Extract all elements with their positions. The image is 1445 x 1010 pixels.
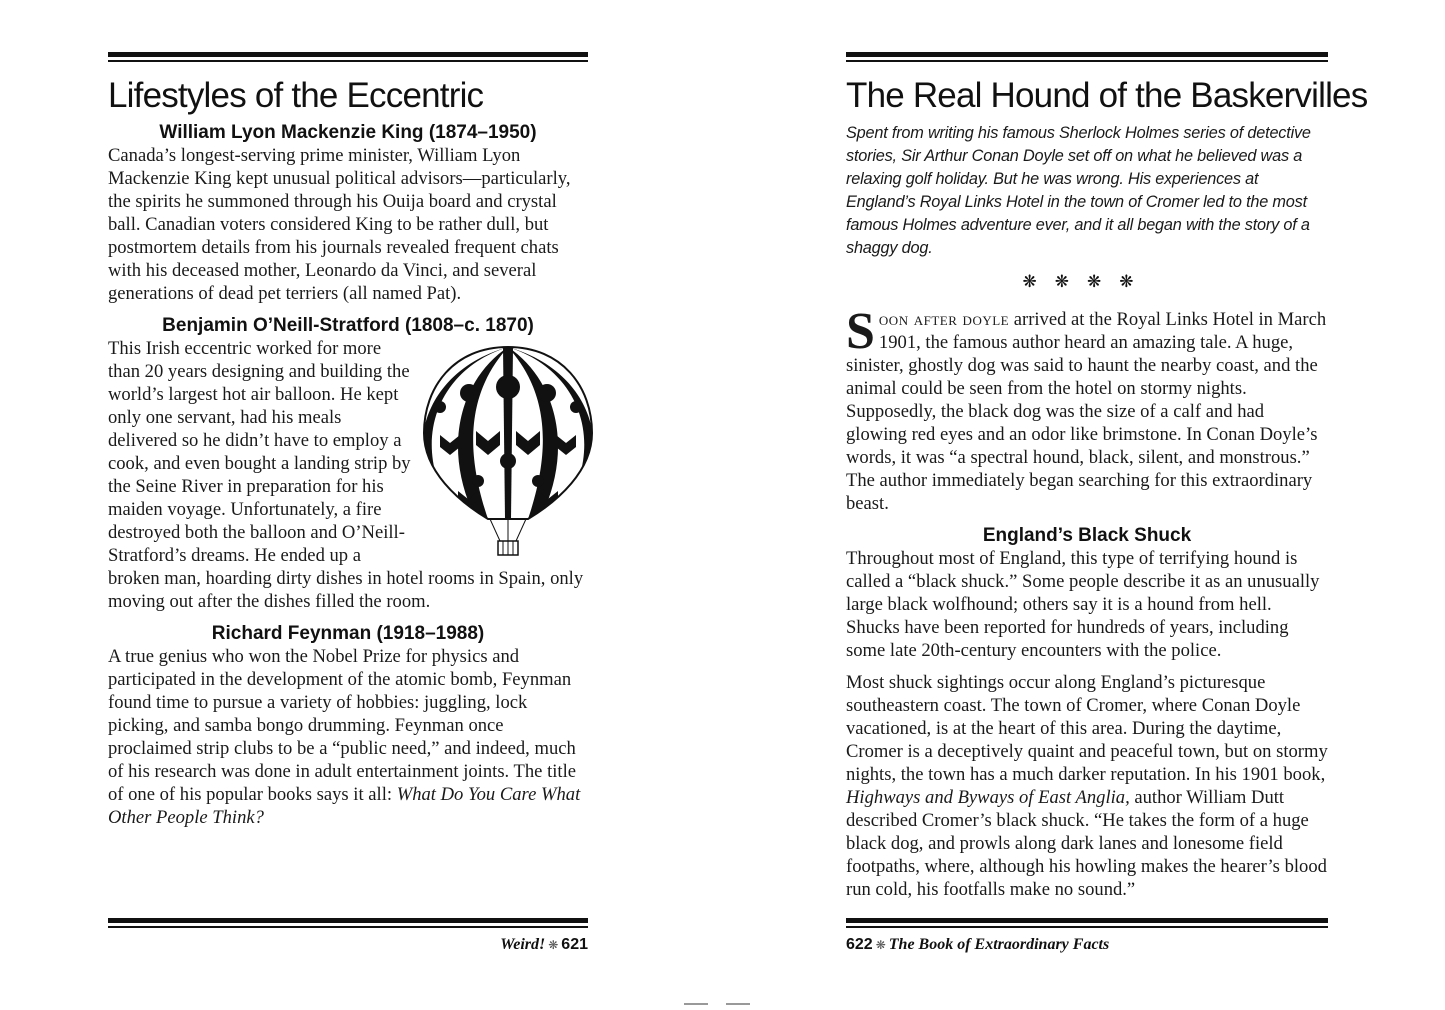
hot-air-balloon-icon	[418, 341, 598, 563]
top-rule	[108, 52, 588, 62]
paragraph-text: Most shuck sightings occur along England’s picturesque southeastern coast. The town of Cromer, where Conan Doyle vacationed, is at the heart of this area. During the daytime, Cromer is a deceptively quaint and peaceful town, but on stormy nights, the town has a much darker reputation. In his 1901 book,	[846, 672, 1328, 785]
opening-paragraph	[846, 303, 1328, 515]
section-text: This Irish eccentric worked for more than 20 years designing and building the world’s largest hot air balloon. He kept only one servant, had his meals delivered so he didn’t have to employ a cook, and even bought a landing strip by the Seine River in preparation for his maiden voyage. Unfortunately, a fire destroyed both the balloon and O’Neill-Stratford’s dreams. He ended up a broken man, hoarding dirty dishes in hotel rooms in Spain, only moving out after the dishes filled the room.	[108, 338, 584, 612]
body-paragraph: Throughout most of England, this type of terrifying hound is called a “black shuck.” Some people describe it as an unusually large black wolfhound; others say it is a hound from hell. Shucks have been reported for hundreds of years, including some late 20th-century encounters with the police.	[846, 548, 1320, 661]
page-marks	[684, 992, 768, 1010]
page-title: Lifestyles of the Eccentric	[108, 76, 484, 115]
section-heading: William Lyon Mackenzie King (1874–1950)	[159, 122, 537, 143]
page-footer	[846, 936, 1109, 954]
section-heading: Richard Feynman (1918–1988)	[211, 623, 485, 644]
running-head: Weird!	[500, 936, 546, 953]
ornament-icon: ❋	[875, 938, 886, 952]
bottom-rule	[846, 918, 1328, 928]
section-heading: England’s Black Shuck	[982, 525, 1192, 546]
intro-paragraph: Spent from writing his famous Sherlock Holmes series of detective stories, Sir Arthur Conan Doyle set off on what he believed was a relaxing golf holiday. But he was wrong. His experiences at England’s Royal Links Hotel in the town of Cromer led to the most famous Holmes adventure ever, and it all began with the story of a shaggy dog.	[846, 124, 1311, 257]
section-paragraph	[108, 337, 588, 613]
paragraph-text: author William Dutt described Cromer’s black shuck. “He takes the form of a huge black dog, and prowls along dark lanes and lonesome field footpaths, where, although his howling makes the hearer’s blood run cold, his footfalls make no sound.”	[846, 787, 1327, 900]
page-number: 622	[846, 936, 873, 953]
small-caps-lead: oon after doyle	[878, 309, 1010, 330]
book-title: Highways and Byways of East Anglia,	[846, 787, 1130, 808]
section-heading: Benjamin O’Neill-Stratford (1808–c. 1870)	[162, 315, 534, 336]
left-body	[108, 121, 588, 829]
bottom-rule	[108, 918, 588, 928]
page-number: 621	[561, 936, 588, 953]
top-rule	[846, 52, 1328, 62]
body-paragraph	[846, 671, 1328, 901]
ornament-icon: ❋❋❋❋	[1022, 272, 1152, 292]
running-head: The Book of Extraordinary Facts	[888, 936, 1110, 953]
ornament-icon: ❋	[548, 938, 559, 952]
book-title: What Do You Care What Other People Think?	[108, 784, 581, 828]
section-text: A true genius who won the Nobel Prize for physics and participated in the development of the atomic bomb, Feynman found time to pursue a variety of hobbies: juggling, lock picking, and samba bongo drumming. Feynman once proclaimed strip clubs to be a “public need,” and indeed, much of his research was done in adult entertainment joints. The title of one of his popular books says it all:	[108, 646, 576, 805]
section-paragraph: Canada’s longest-serving prime minister, William Lyon Mackenzie King kept unusual political advisors—particularly, the spirits he summoned through his Ouija board and crystal ball. Canadian voters considered King to be rather dull, but postmortem details from his journals revealed frequent chats with his deceased mother, Leonardo da Vinci, and several generations of dead pet terriers (all named Pat).	[108, 145, 571, 304]
page-footer	[500, 936, 588, 954]
drop-cap: S	[846, 303, 875, 360]
page-title: The Real Hound of the Baskervilles	[846, 76, 1368, 115]
section-paragraph	[108, 645, 588, 829]
opening-text: arrived at the Royal Links Hotel in March 1901, the famous author heard an amazing tale. A huge, sinister, ghostly dog was said to haunt the nearby coast, and the animal could be seen from the hotel on stormy nights. Supposedly, the black dog was the size of a calf and had glowing red eyes and an odor like brimstone. In Conan Doyle’s words, it was “a spectral hound, black, silent, and monstrous.” The author immediately began searching for this extraordinary beast.	[846, 309, 1327, 514]
right-body	[846, 303, 1328, 901]
